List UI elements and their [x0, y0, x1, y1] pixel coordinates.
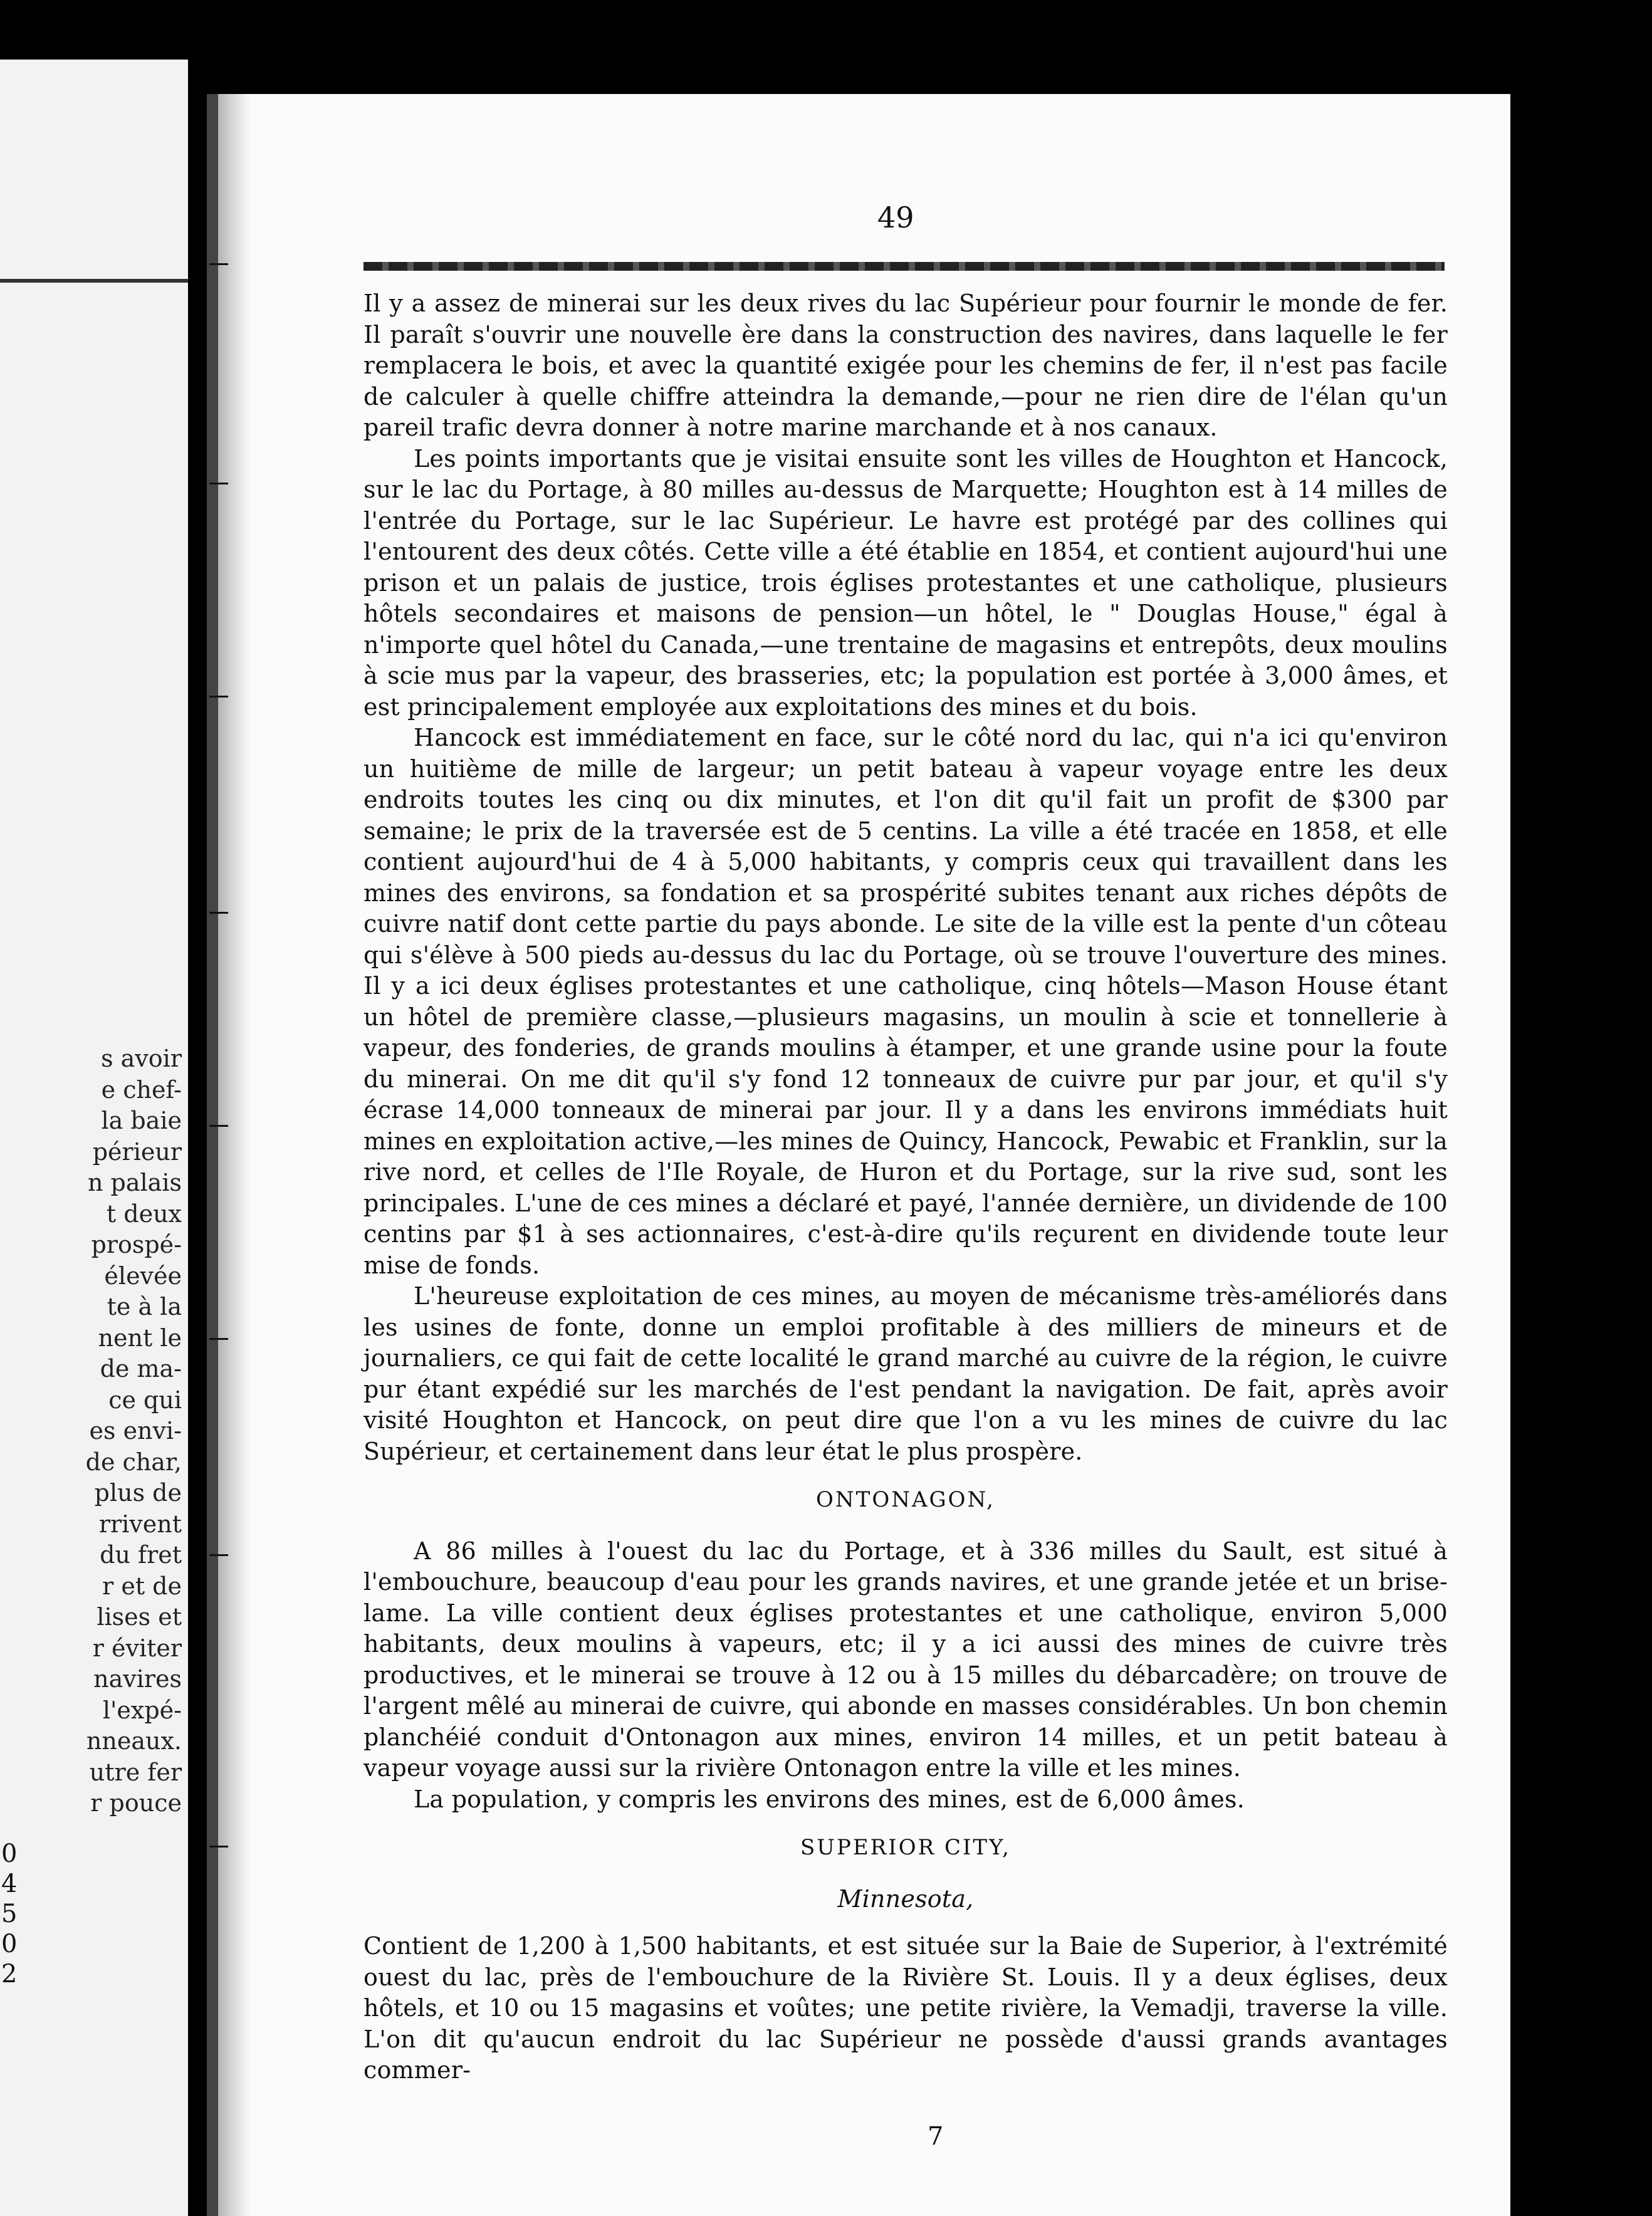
signature-mark: 7	[928, 2122, 944, 2151]
gutter-binding	[207, 94, 218, 2216]
binding-tick	[209, 912, 228, 914]
previous-page-line: e chef-	[101, 1075, 182, 1104]
previous-page-line: nneaux.	[86, 1727, 182, 1755]
previous-page-line: navires	[93, 1665, 182, 1693]
previous-page-line: lises et	[97, 1603, 182, 1631]
previous-page-line: du fret	[100, 1541, 182, 1569]
previous-page-line: r et de	[102, 1572, 182, 1600]
previous-page-line: n palais	[88, 1169, 182, 1196]
binding-tick	[209, 1846, 228, 1848]
previous-page-line: élevée	[104, 1262, 182, 1290]
previous-page-edge-number: 5	[1, 1900, 18, 1928]
previous-page-line: de ma-	[100, 1355, 182, 1382]
paragraph: Il y a assez de minerai sur les deux rives du lac Supérieur pour fournir le monde de fer. Il paraît s'ouvrir une nouvelle ère dans la construction des navires, dans laquelle le fer remplacera le bois, et avec la quantité exigée pour les chemins de fer, il n'est pas facile de calculer à quelle chiffre atteindra la demande,—pour ne rien dire de l'élan qu'un pareil trafic devra donner à notre marine marchande et à nos canaux.	[363, 290, 1448, 441]
previous-page-line: r éviter	[92, 1634, 182, 1662]
binding-tick	[209, 263, 228, 265]
previous-page-edge-number: 0	[1, 1839, 18, 1868]
previous-page-line: utre fer	[89, 1758, 182, 1786]
previous-page-edge-number: 0	[1, 1930, 18, 1958]
binding-tick	[209, 1125, 228, 1127]
previous-page-line: prospé-	[91, 1231, 182, 1258]
paragraph: Contient de 1,200 à 1,500 habitants, et est située sur la Baie de Superior, à l'extrémité ouest du lac, près de l'embouchure de la Rivière St. Louis. Il y a deux églises, deux hôtels, et 10 ou 15 magasins et voûtes; une petite rivière, la Vemadji, traverse la ville. L'on dit qu'aucun endroit du lac Supérieur ne possède d'aussi grands avantages commer-	[363, 1932, 1448, 2084]
previous-page-line: t deux	[106, 1199, 182, 1228]
binding-tick	[209, 696, 228, 698]
body-text	[363, 288, 1448, 2086]
section-heading-superior-city: SUPERIOR CITY,	[800, 1835, 1011, 1860]
previous-page-line: plus de	[94, 1479, 182, 1507]
previous-page-line: nent le	[98, 1324, 182, 1352]
previous-page-rule	[0, 279, 188, 283]
paragraph: Les points importants que je visitai ensuite sont les villes de Houghton et Hancock, sur le lac du Portage, à 80 milles au-dessus de Marquette; Houghton est à 14 milles de l'entrée du Portage, sur le lac Supérieur. Le havre est protégé par des collines qui l'entourent des deux côtés. Cette ville a été établie en 1854, et contient aujourd'hui une prison et un palais de justice, trois églises protestantes et une catholique, plusieurs hôtels secondaires et maisons de pension—un hôtel, le " Douglas House," égal à n'importe quel hôtel du Canada,—une trentaine de magasins et entrepôts, deux moulins à scie mus par la vapeur, des brasseries, etc; la population est portée à 3,000 âmes, et est principalement employée aux exploitations des mines et du bois.	[363, 444, 1448, 721]
paragraph: L'heureuse exploitation de ces mines, au moyen de mécanisme très-améliorés dans les usines de fonte, donne un emploi profitable à des milliers de mineurs et de journaliers, ce qui fait de cette localité le grand marché au cuivre de la région, le cuivre pur étant expédié sur les marchés de l'est pendant la navigation. De fait, après avoir visité Houghton et Hancock, on peut dire que l'on a vu les mines de cuivre du lac Supérieur, et certainement dans leur état le plus prospère.	[363, 1282, 1448, 1465]
previous-page-line: te à la	[107, 1293, 182, 1320]
document-page	[207, 94, 1510, 2216]
previous-page-line: la baie	[101, 1107, 182, 1134]
previous-page-line: l'expé-	[102, 1696, 182, 1724]
previous-page-line: es envi-	[89, 1417, 182, 1445]
previous-page-line: s avoir	[101, 1045, 182, 1072]
section-subheading-minnesota: Minnesota,	[837, 1884, 974, 1913]
previous-page-edge-number: 2	[1, 1960, 18, 1989]
previous-page-fragment	[0, 60, 188, 2216]
page-number: 49	[877, 201, 914, 234]
section-heading-ontonagon: ONTONAGON,	[816, 1487, 995, 1512]
binding-tick	[209, 483, 228, 484]
paragraph: A 86 milles à l'ouest du lac du Portage, et à 336 milles du Sault, est situé à l'embouchure, beaucoup d'eau pour les grands navires, et une grande jetée et un brise-lame. La ville contient deux églises protestantes et une catholique, environ 5,000 habitants, deux moulins à vapeurs, etc; il y a ici aussi des mines de cuivre très productives, et le minerai se trouve à 12 ou à 15 milles du débarcadère; on trouve de l'argent mêlé au minerai de cuivre, qui abonde en masses considérables. Un bon chemin planchéié conduit d'Ontonagon aux mines, environ 14 milles, et un petit bateau à vapeur voyage aussi sur la rivière Ontonagon entre la ville et les mines.	[363, 1537, 1448, 1782]
binding-tick	[209, 1338, 228, 1340]
previous-page-line: rrivent	[98, 1510, 182, 1538]
previous-page-line: de char,	[85, 1448, 182, 1476]
previous-page-edge-number: 4	[1, 1869, 18, 1898]
previous-page-line: r pouce	[90, 1789, 182, 1817]
header-rule	[363, 262, 1445, 271]
previous-page-text	[38, 1043, 182, 1819]
binding-tick	[209, 1554, 228, 1556]
paragraph: La population, y compris les environs des mines, est de 6,000 âmes.	[414, 1785, 1245, 1813]
previous-page-line: ce qui	[108, 1386, 182, 1414]
previous-page-line: périeur	[92, 1137, 182, 1166]
paragraph: Hancock est immédiatement en face, sur le côté nord du lac, qui n'a ici qu'environ un huitième de mille de largeur; un petit bateau à vapeur voyage entre les deux endroits toutes les cinq ou dix minutes, et l'on dit qu'il fait un profit de $300 par semaine; le prix de la traversée est de 5 centins. La ville a été tracée en 1858, et elle contient aujourd'hui de 4 à 5,000 habitants, y compris ceux qui travaillent dans les mines des environs, sa fondation et sa prospérité subites tenant aux riches dépôts de cuivre natif dont cette partie du pays abonde. Le site de la ville est la pente d'un côteau qui s'élève à 500 pieds au-dessus du lac du Portage, où se trouve l'ouverture des mines. Il y a ici deux églises protestantes et une catholique, cinq hôtels—Mason House étant un hôtel de première classe,—plusieurs magasins, un moulin à scie et tonnellerie à vapeur, des fonderies, de grands moulins à étamper, et une grande usine pour la foute du minerai. On me dit qu'il s'y fond 12 tonneaux de cuivre pur par jour, et qu'il s'y écrase 14,000 tonneaux de minerai par jour. Il y a dans les environs immédiats huit mines en exploitation active,—les mines de Quincy, Hancock, Pewabic et Franklin, sur la rive nord, et celles de l'Ile Royale, de Huron et du Portage, sur la rive sud, sont les principales. L'une de ces mines a déclaré et payé, l'année dernière, un dividende de 100 centins par $1 à ses actionnaires, c'est-à-dire qu'ils reçurent en dividende toute leur mise de fonds.	[363, 724, 1448, 1279]
